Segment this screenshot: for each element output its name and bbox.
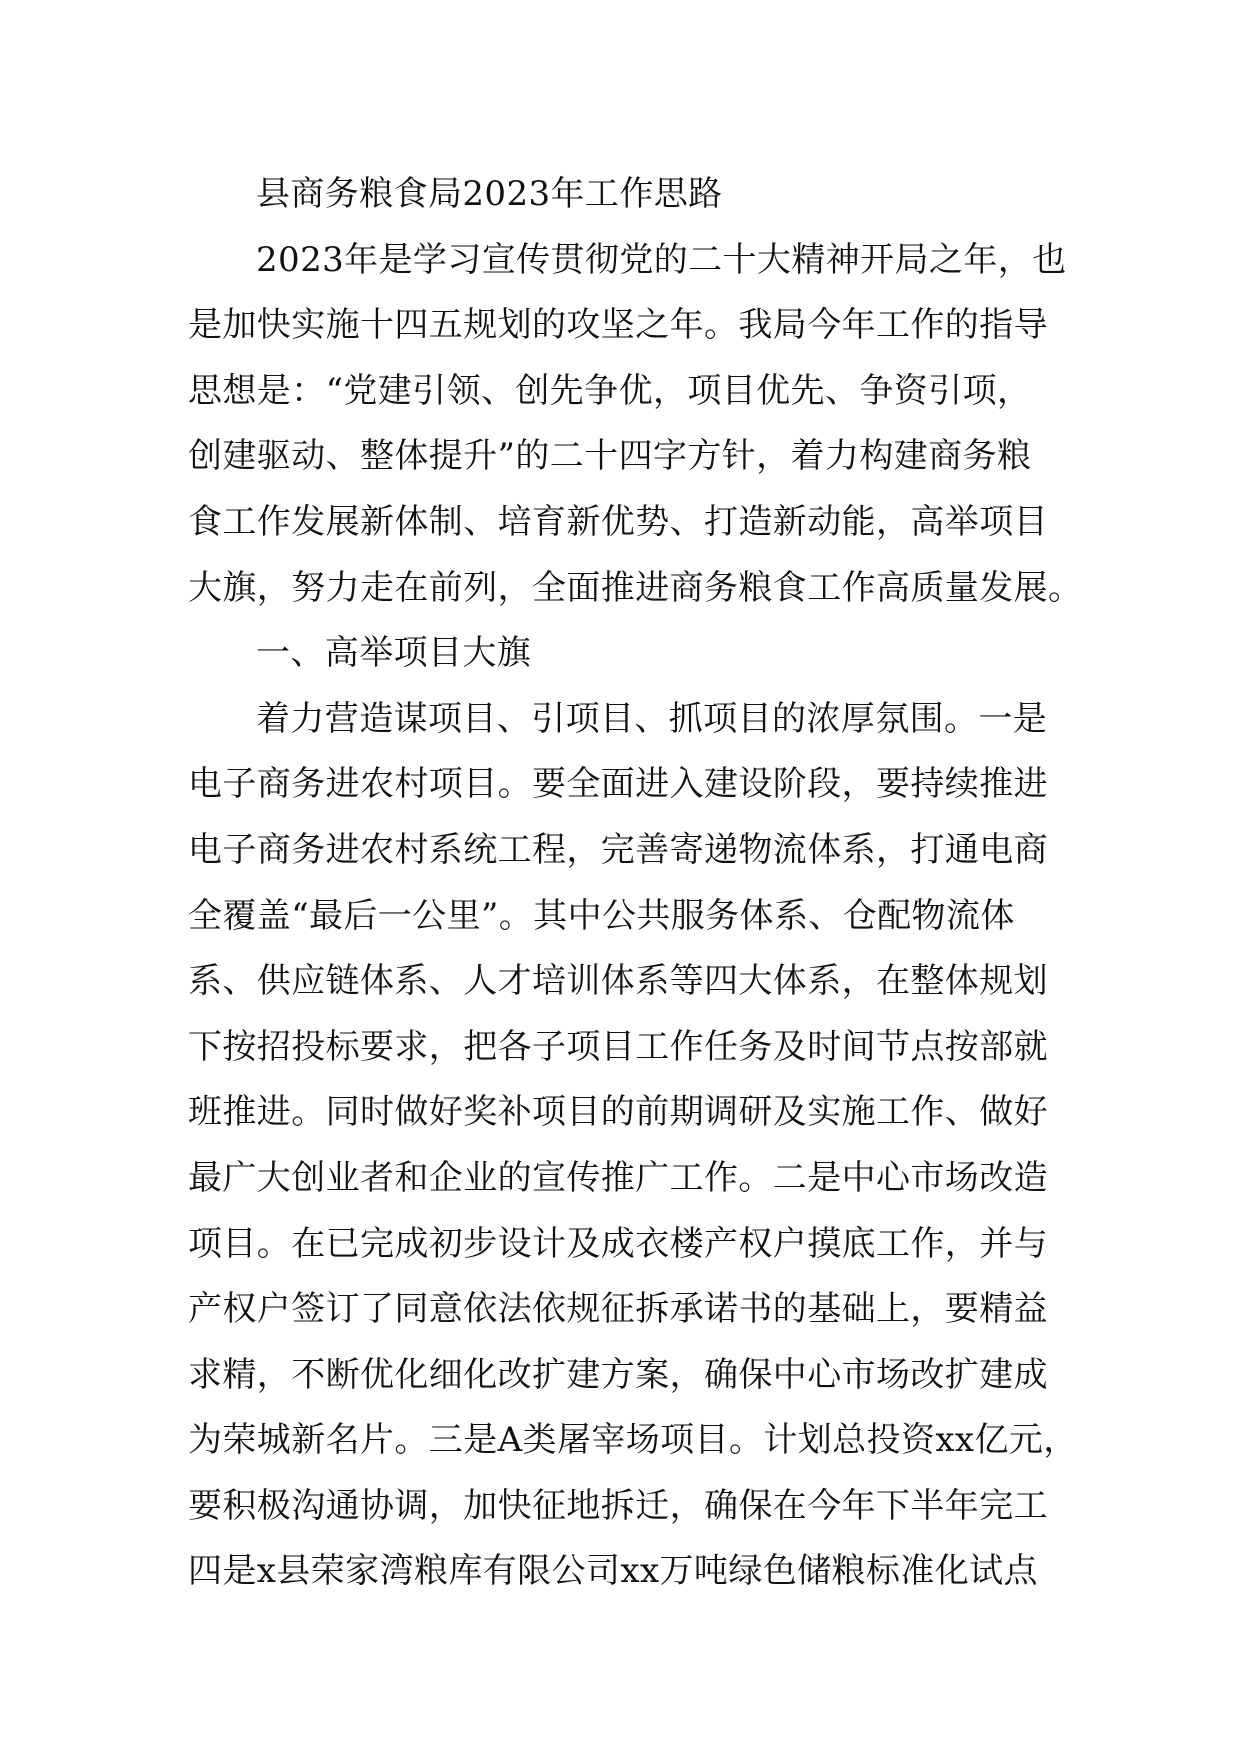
paragraph-line: 大旗，努力走在前列，全面推进商务粮食工作高质量发展。: [188, 567, 1083, 608]
paragraph-line: 食工作发展新体制、培育新优势、打造新动能，高举项目: [188, 501, 1048, 542]
paragraph-line: 下按招投标要求，把各子项目工作任务及时间节点按部就: [188, 1026, 1048, 1067]
paragraph-line: 电子商务进农村项目。要全面进入建设阶段，要持续推进: [188, 764, 1048, 805]
paragraph-line: 全覆盖“最后一公里”。其中公共服务体系、仓配物流体: [188, 895, 1015, 936]
section-heading: 一、高举项目大旗: [256, 633, 532, 674]
paragraph-line: 是加快实施十四五规划的攻坚之年。我局今年工作的指导: [188, 305, 1048, 346]
paragraph-line: 求精，不断优化细化改扩建方案，确保中心市场改扩建成: [188, 1354, 1048, 1395]
paragraph-line: 班推进。同时做好奖补项目的前期调研及实施工作、做好: [188, 1092, 1048, 1133]
paragraph-line: 产权户签订了同意依法依规征拆承诺书的基础上，要精益: [188, 1289, 1048, 1330]
paragraph-line: 为荣城新名片。三是A类屠宰场项目。计划总投资xx亿元，: [188, 1420, 1078, 1461]
paragraph-line: 着力营造谋项目、引项目、抓项目的浓厚氛围。一是: [256, 698, 1048, 739]
paragraph-line: 四是x县荣家湾粮库有限公司xx万吨绿色储粮标准化试点: [188, 1551, 1038, 1592]
paragraph-line: 电子商务进农村系统工程，完善寄递物流体系，打通电商: [188, 829, 1048, 870]
paragraph-line: 2023年是学习宣传贯彻党的二十大精神开局之年，也: [256, 239, 1067, 280]
paragraph-line: 要积极沟通协调，加快征地拆迁，确保在今年下半年完工: [188, 1485, 1048, 1526]
paragraph-line: 创建驱动、整体提升”的二十四字方针，着力构建商务粮: [188, 436, 1032, 477]
paragraph-line: 项目。在已完成初步设计及成衣楼产权户摸底工作，并与: [188, 1223, 1048, 1264]
paragraph-line: 最广大创业者和企业的宣传推广工作。二是中心市场改造: [188, 1157, 1048, 1198]
paragraph-line: 系、供应链体系、人才培训体系等四大体系，在整体规划: [188, 961, 1048, 1002]
document-title: 县商务粮食局2023年工作思路: [256, 174, 723, 214]
paragraph-line: 思想是：“党建引领、创先争优，项目优先、争资引项，: [188, 370, 1032, 411]
document-body: [188, 162, 1083, 1605]
